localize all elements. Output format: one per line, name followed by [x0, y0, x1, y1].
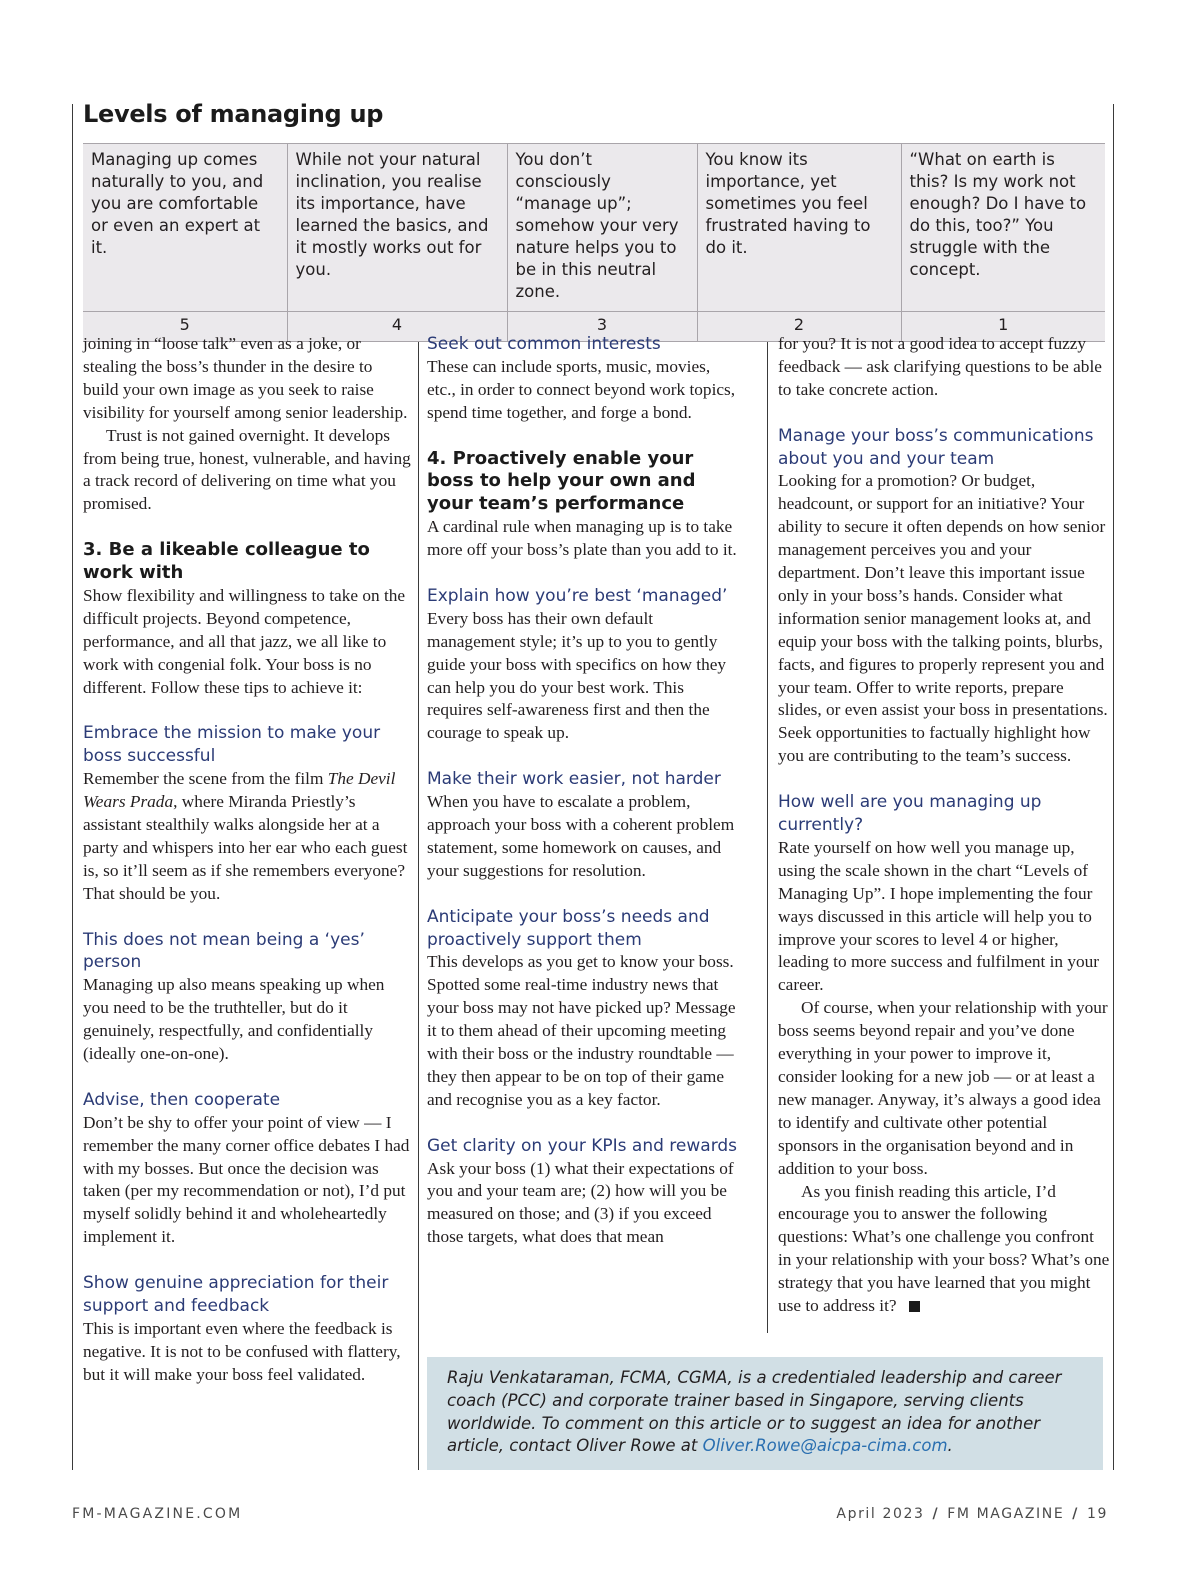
- tip-show-appreciation: [83, 1272, 411, 1387]
- tip-heading: Manage your boss’s communications about you and your team: [778, 425, 1094, 469]
- level-score: 3: [507, 312, 697, 342]
- text-run: Remember the scene from the film: [83, 769, 328, 789]
- footer-separator: /: [932, 1506, 940, 1522]
- paragraph: Trust is not gained overnight. It develops from being true, honest, vulnerable, and having a track record of delivering on time what you promised.: [83, 425, 411, 514]
- how-well-section: [778, 791, 1110, 1318]
- level-score: 2: [697, 312, 901, 342]
- text-run: .: [947, 1436, 953, 1456]
- level-score: 1: [901, 312, 1105, 342]
- tip-work-easier: [427, 768, 739, 883]
- tip-kpi-clarity: [427, 1135, 739, 1250]
- paragraph: Looking for a promotion? Or budget, headcount, or support for an initiative? Your ability to secure it often depends on how senior management perceives you and your department. Don’t leave this important issue only in your boss’s hands. Consider what information senior management looks at, and equip your boss with the talking points, blurbs, facts, and figures to properly represent you and your team. Offer to write reports, prepare slides, or even assist your boss in presentations. Seek opportunities to factually highlight how you are contributing to the team’s success.: [778, 471, 1108, 766]
- tip-anticipate-needs: [427, 906, 739, 1112]
- right-rule: [1113, 104, 1114, 1470]
- author-bio-text: Raju Venkataraman, FCMA, CGMA, is a credentialed leadership and career coach (PCC) and corporate trainer based in Singapore, serving clients worldwide. To comment on this article or to suggest an idea for another article, contact Oliver Rowe at: [447, 1368, 1062, 1456]
- article-column-1: [83, 333, 411, 1387]
- section-heading: 3. Be a likeable colleague to work with: [83, 539, 370, 584]
- paragraph: Of course, when your relationship with your boss seems beyond repair and you’ve done everything in your power to improve it, consider looking for a new job — or at least a new manager. Anyway, it’s always a good idea to identify and cultivate other potential sponsors in the organisation beyond and in addition to your boss.: [778, 998, 1108, 1178]
- paragraph: Managing up also means speaking up when you need to be the truthteller, but do it genuinely, respectfully, and confidentially (ideally one-on-one).: [83, 975, 385, 1064]
- paragraph: When you have to escalate a problem, approach your boss with a coherent problem statement, some homework on causes, and your suggestions for resolution.: [427, 792, 735, 880]
- tip-heading: Anticipate your boss’s needs and proactively support them: [427, 906, 710, 950]
- text-run: As you finish reading this article, I’d encourage you to answer the following questions: What’s one challenge you confront in your relationship with your boss? What’s one strategy that you have learned that you might use to address it?: [778, 1181, 1110, 1316]
- tip-best-managed: [427, 585, 739, 745]
- levels-chart-title: Levels of managing up: [83, 100, 384, 128]
- end-of-article-mark-icon: [909, 1301, 920, 1312]
- paragraph: for you? It is not a good idea to accept fuzzy feedback — ask clarifying questions to be able to take concrete action.: [778, 334, 1102, 399]
- tip-heading: Advise, then cooperate: [83, 1089, 281, 1110]
- paragraph: This is important even where the feedback is negative. It is not to be confused with flattery, but it will make your boss feel validated.: [83, 1318, 401, 1384]
- author-bio-box: [427, 1357, 1103, 1470]
- paragraph: These can include sports, music, movies, etc., in order to connect beyond work topics, spend time together, and forge a bond.: [427, 356, 736, 422]
- tip-heading: Make their work easier, not harder: [427, 769, 721, 790]
- closing-paragraph: [778, 1181, 1110, 1318]
- paragraph: Rate yourself on how well you manage up, using the scale shown in the chart “Levels of Managing Up”. I hope implementing the four ways discussed in this article will help you to improve your scores to level 4 or higher, leading to more success and fulfilment in your career.: [778, 837, 1100, 995]
- level-description: You know its importance, yet sometimes you feel frustrated having to do it.: [697, 144, 901, 312]
- section-heading: 4. Proactively enable your boss to help your own and your team’s performance: [427, 447, 696, 515]
- level-score: 5: [83, 312, 287, 342]
- tip-manage-communications: [778, 425, 1110, 769]
- tip-heading: Get clarity on your KPIs and rewards: [427, 1135, 738, 1156]
- paragraph: Don’t be shy to offer your point of view — I remember the many corner office debates I had with my bosses. But once the decision was taken (per my recommendation or not), I’d put myself solidly behind it and wholeheartedly implement it.: [83, 1112, 410, 1247]
- paragraph: This develops as you get to know your boss. Spotted some real-time industry news that your boss may not have picked up? Message it to them ahead of their upcoming meeting with their boss or the industry roundtable — they then appear to be on top of their game and recognise you as a key factor.: [427, 952, 736, 1109]
- footer-issue-info: [836, 1506, 1108, 1522]
- paragraph: Show flexibility and willingness to take on the difficult projects. Beyond competence, performance, and all that jazz, we all like to work with congenial folk. Your boss is no different. Follow these tips to achieve it:: [83, 585, 406, 697]
- paragraph: Ask your boss (1) what their expectations of you and your team are; (2) how will you be measured on those; and (3) if you exceed those targets, what does that mean: [427, 1158, 734, 1247]
- footer-date: April 2023: [836, 1506, 925, 1522]
- level-description: You don’t consciously “manage up”; somehow your very nature helps you to be in this neutral zone.: [507, 144, 697, 312]
- article-column-3: [778, 333, 1110, 1318]
- column-divider-1: [418, 333, 419, 1470]
- footer-separator: /: [1072, 1506, 1079, 1522]
- level-score: 4: [287, 312, 507, 342]
- tip-heading: Explain how you’re best ‘managed’: [427, 585, 728, 606]
- levels-chart: [83, 143, 1105, 342]
- levels-description-row: [83, 144, 1105, 312]
- tip-heading: Seek out common interests: [427, 334, 661, 354]
- level-description: While not your natural inclination, you realise its importance, have learned the basics, and it mostly works out for you.: [287, 144, 507, 312]
- section-4: [427, 448, 739, 563]
- tip-common-interests: [427, 333, 739, 425]
- tip-heading: Embrace the mission to make your boss successful: [83, 723, 381, 767]
- column-divider-2: [767, 333, 768, 1333]
- paragraph: [83, 768, 411, 905]
- tip-advise-cooperate: [83, 1089, 411, 1249]
- level-description: Managing up comes naturally to you, and you are comfortable or even an expert at it.: [83, 144, 287, 312]
- section-3: [83, 539, 411, 699]
- article-column-2: [427, 333, 739, 1249]
- page-number: 19: [1086, 1506, 1108, 1522]
- tip-heading: How well are you managing up currently?: [778, 792, 1042, 835]
- text-run: , where Miranda Priestly’s assistant stealthily walks alongside her at a party and whispers into her ear who each guest is, so it’ll seem as if she remembers everyone? That should be you.: [83, 792, 408, 903]
- tip-embrace-mission: [83, 722, 411, 905]
- tip-not-yes-person: [83, 929, 411, 1066]
- paragraph: Every boss has their own default management style; it’s up to you to gently guide your boss with specifics on how they can help you do your best work. This requires self-awareness first and then the courage to speak up.: [427, 608, 727, 743]
- paragraph: joining in “loose talk” even as a joke, or stealing the boss’s thunder in the desire to build your own image as you seek to raise visibility for yourself among senior leadership.: [83, 334, 408, 422]
- tip-heading: This does not mean being a ‘yes’ person: [83, 929, 365, 973]
- film-title: The Devil Wears Prada: [83, 769, 396, 812]
- tip-heading: Show genuine appreciation for their support and feedback: [83, 1273, 389, 1316]
- contact-email-link[interactable]: Oliver.Rowe@aicpa-cima.com: [702, 1436, 948, 1456]
- left-rule: [72, 104, 73, 1470]
- footer-magazine-name: FM MAGAZINE: [947, 1506, 1065, 1522]
- level-description: “What on earth is this? Is my work not enough? Do I have to do this, too?” You struggle with the concept.: [901, 144, 1105, 312]
- paragraph: A cardinal rule when managing up is to take more off your boss’s plate than you add to it.: [427, 517, 737, 560]
- footer-website: FM-MAGAZINE.COM: [72, 1506, 243, 1522]
